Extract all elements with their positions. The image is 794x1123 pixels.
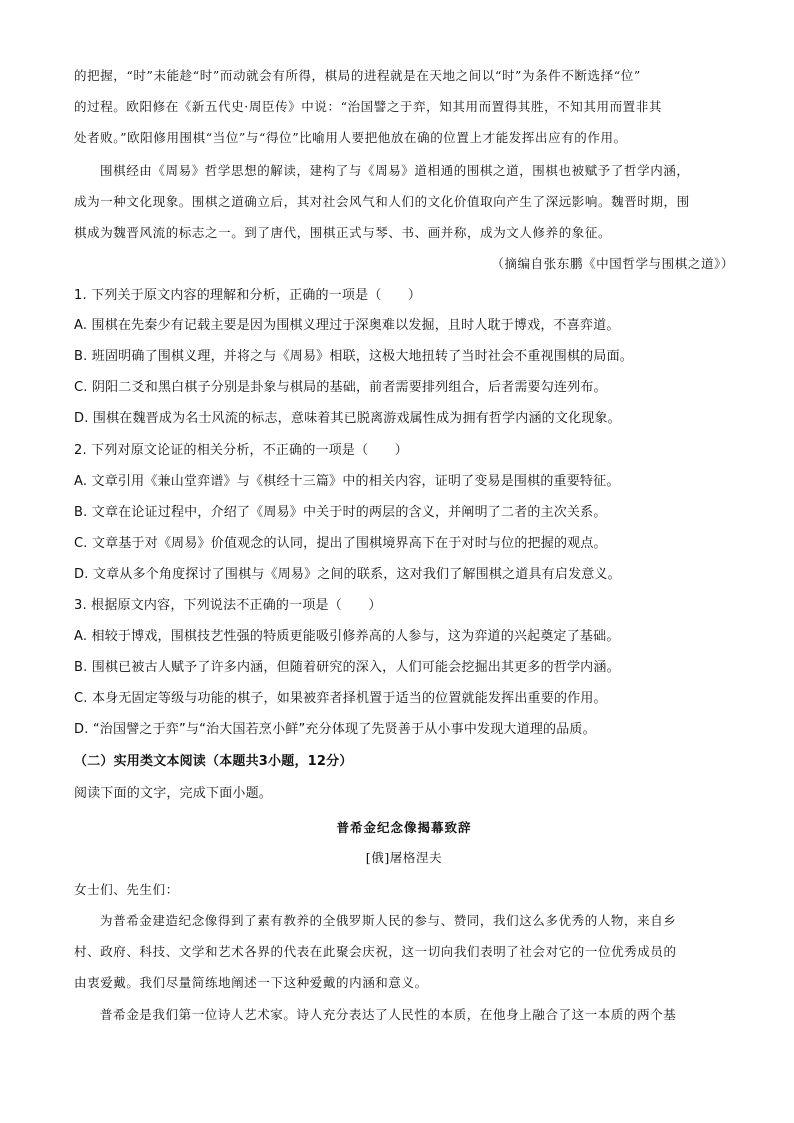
question-option: D. “治国譬之于弈”与“治大国若烹小鲜”充分体现了先贤善于从小事中发现大道理的品质。 <box>74 722 596 737</box>
article-line: 村、政府、科技、文学和艺术各界的代表在此聚会庆祝，这一切向我们表明了社会对它的一位优秀成员的 <box>74 944 677 959</box>
question-option: B. 文章在论证过程中，介绍了《周易》中关于时的两层的含义，并阐明了二者的主次关系。 <box>74 505 607 520</box>
question-option: C. 文章基于对《周易》价值观念的认同，提出了围棋境界高下在于对时与位的把握的观点。 <box>74 536 607 551</box>
question-option: C. 本身无固定等级与功能的棋子，如果被弈者择机置于适当的位置就能发挥出重要的作用。 <box>74 691 607 706</box>
passage-line: 处者败。”欧阳修用围棋“当位”与“得位”比喻用人要把他放在确的位置上才能发挥出应有的作用。 <box>74 130 627 145</box>
passage-source: （摘编自张东鹏《中国哲学与围棋之道》） <box>491 256 734 271</box>
passage-line: 成为一种文化现象。围棋之道确立后，其对社会风气和人们的文化价值取向产生了深远影响。魏晋时期，围 <box>74 194 690 209</box>
article-line: 由衷爱戴。我们尽量简练地阐述一下这种爱戴的内涵和意义。 <box>74 975 428 990</box>
question-option: D. 文章从多个角度探讨了围棋与《周易》之间的联系，这对我们了解围棋之道具有启发意义。 <box>74 567 621 582</box>
article-line: 普希金是我们第一位诗人艺术家。诗人充分表达了人民性的本质，在他身上融合了这一本质的两个基 <box>100 1007 677 1022</box>
question-stem: 3. 根据原文内容，下列说法不正确的一项是（ ） <box>74 598 382 613</box>
article-title: 普希金纪念像揭幕致辞 <box>336 820 472 835</box>
question-option: C. 阴阳二爻和黑白棋子分别是卦象与棋局的基础，前者需要排列组合，后者需要勾连列布。 <box>74 380 607 395</box>
passage-line: 的过程。欧阳修在《新五代史·周臣传》中说：“治国譬之于弈，知其用而置得其胜，不知其用而置非其 <box>74 99 662 114</box>
passage-line: 围棋经由《周易》哲学思想的解读，建构了与《周易》道相通的围棋之道，围棋也被赋予了哲学内涵， <box>100 163 690 178</box>
passage-line: 棋成为魏晋风流的标志之一。到了唐代，围棋正式与琴、书、画并称，成为文人修养的象征。 <box>74 225 612 240</box>
question-option: B. 围棋已被古人赋予了许多内涵，但随着研究的深入，人们可能会挖掘出其更多的哲学内涵。 <box>74 660 620 675</box>
article-author: [俄]屠格涅夫 <box>365 850 443 865</box>
section-heading: （二）实用类文本阅读（本题共3小题，12分） <box>74 754 353 769</box>
article-salutation: 女士们、先生们： <box>74 882 179 897</box>
question-option: B. 班固明确了围棋义理，并将之与《周易》相联，这极大地扭转了当时社会不重视围棋的局面。 <box>74 349 633 364</box>
passage-line: 的把握，“时”未能趁“时”而动就会有所得，棋局的进程就是在天地之间以“时”为条件不断选择“位” <box>74 68 641 83</box>
question-option: D. 围棋在魏晋成为名士风流的标志，意味着其已脱离游戏属性成为拥有哲学内涵的文化现象。 <box>74 411 621 426</box>
question-stem: 1. 下列关于原文内容的理解和分析，正确的一项是（ ） <box>74 288 422 303</box>
section-instruction: 阅读下面的文字，完成下面小题。 <box>74 786 273 801</box>
question-stem: 2. 下列对原文论证的相关分析，不正确的一项是（ ） <box>74 443 408 458</box>
article-line: 为普希金建造纪念像得到了素有教养的全俄罗斯人民的参与、赞同，我们这么多优秀的人物，来自乡 <box>100 913 677 928</box>
question-option: A. 围棋在先秦少有记载主要是因为围棋义理过于深奥难以发掘，且时人耽于博戏，不喜弈道。 <box>74 318 620 333</box>
question-option: A. 相较于博戏，围棋技艺性强的特质更能吸引修养高的人参与，这为弈道的兴起奠定了基础。 <box>74 629 620 644</box>
question-option: A. 文章引用《兼山堂弈谱》与《棋经十三篇》中的相关内容，证明了变易是围棋的重要特征。 <box>74 474 620 489</box>
